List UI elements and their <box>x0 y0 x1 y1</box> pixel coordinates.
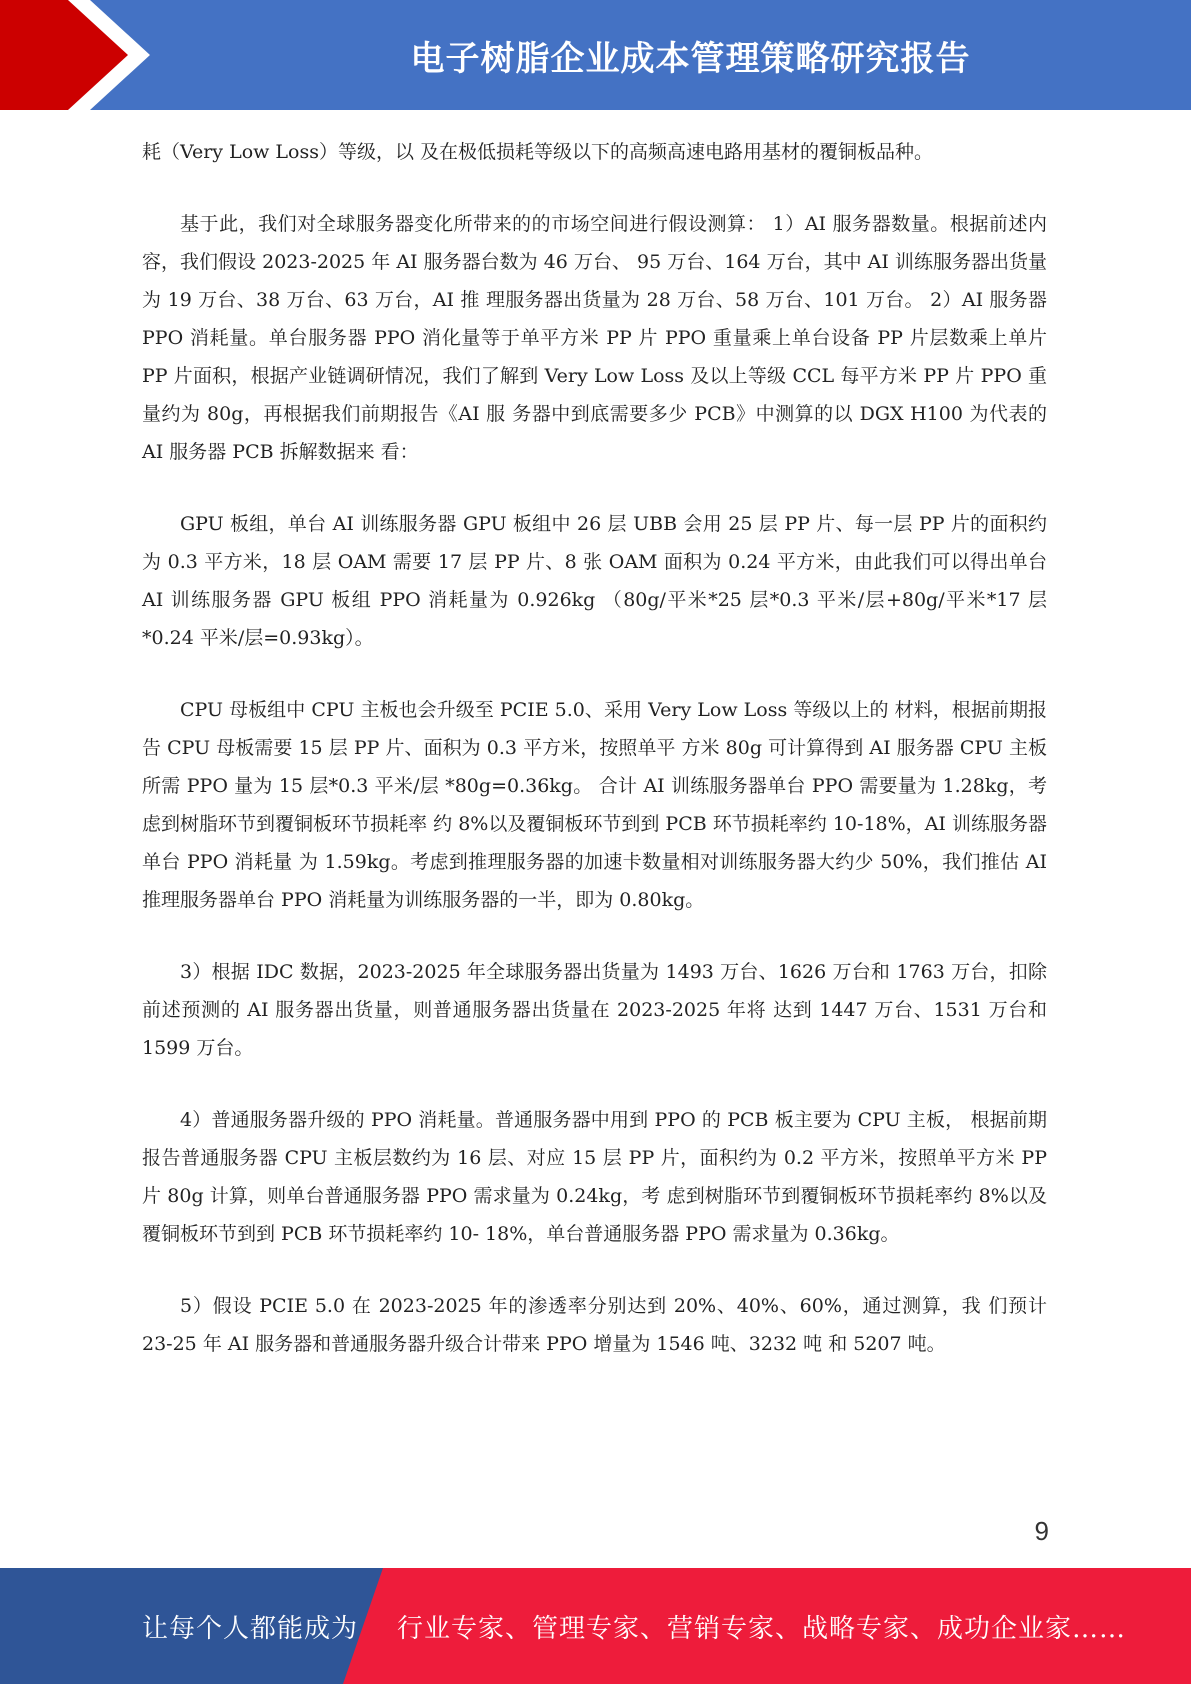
page-number: 9 <box>1034 1516 1049 1546</box>
page-header <box>0 0 1191 110</box>
footer-slogan-right: 行业专家、管理专家、营销专家、战略专家、成功企业家…… <box>397 1613 1127 1644</box>
paragraph-pcie-penetration: 5）假设 PCIE 5.0 在 2023-2025 年的渗透率分别达到 20%、40%、60%，通过测算，我 们预计 23-25 年 AI 服务器和普通服务器升级合计带来 PPO 增量为 1546 吨、3232 吨 和 5207 吨。 <box>142 1295 1047 1355</box>
paragraph-market-assumption: 基于此，我们对全球服务器变化所带来的的市场空间进行假设测算： 1）AI 服务器数量。根据前述内容，我们假设 2023-2025 年 AI 服务器台数为 46 万台、 95 万台、164 万台，其中 AI 训练服务器出货量为 19 万台、38 万台、63 万台，AI 推 理服务器出货量为 28 万台、58 万台、101 万台。 2）AI 服务器 PPO 消耗量。单台服务器 PPO 消化量等于单平方米 PP 片 PPO 重量乘上单台设备 PP 片层数乘上单片 PP 片面积，根据产业链调研情况，我们了解到 Very Low Loss 及以上等级 CCL 每平方米 PP 片 PPO 重量约为 80g，再根据我们前期报告《AI 服 务器中到底需要多少 PCB》中测算的以 DGX H100 为代表的 AI 服务器 PCB 拆解数据来 看： <box>142 213 1047 463</box>
paragraph-gpu-board: GPU 板组，单台 AI 训练服务器 GPU 板组中 26 层 UBB 会用 25 层 PP 片、每一层 PP 片的面积约为 0.3 平方米，18 层 OAM 需要 17 层 PP 片、8 张 OAM 面积为 0.24 平方米，由此我们可以得出单台 AI 训练服务器 GPU 板组 PPO 消耗量为 0.926kg （80g/平米*25 层*0.3 平米/层+80g/平米*17 层*0.24 平米/层=0.93kg）。 <box>142 513 1047 649</box>
paragraph-cpu-board: CPU 母板组中 CPU 主板也会升级至 PCIE 5.0、采用 Very Low Loss 等级以上的 材料，根据前期报告 CPU 母板需要 15 层 PP 片、面积为 0.3 平方米，按照单平 方米 80g 可计算得到 AI 服务器 CPU 主板所需 PPO 量为 15 层*0.3 平米/层 *80g=0.36kg。 合计 AI 训练服务器单台 PPO 需要量为 1.28kg，考虑到树脂环节到覆铜板环节损耗率 约 8%以及覆铜板环节到到 PCB 环节损耗率约 10-18%，AI 训练服务器单台 PPO 消耗量 为 1.59kg。考虑到推理服务器的加速卡数量相对训练服务器大约少 50%，我们推估 AI 推理服务器单台 PPO 消耗量为训练服务器的一半，即为 0.80kg。 <box>142 699 1047 911</box>
paragraph-continuation: 耗（Very Low Loss）等级，以 及在极低损耗等级以下的高频高速电路用基材的覆铜板品种。 <box>142 141 934 163</box>
footer-slogan-left: 让每个人都能成为 <box>142 1613 359 1644</box>
paragraph-idc-data: 3）根据 IDC 数据，2023-2025 年全球服务器出货量为 1493 万台、1626 万台和 1763 万台，扣除前述预测的 AI 服务器出货量，则普通服务器出货量在 2023-2025 年将 达到 1447 万台、1531 万台和 1599 万台。 <box>142 961 1047 1059</box>
page-footer <box>0 1568 1191 1684</box>
paragraph-general-server: 4）普通服务器升级的 PPO 消耗量。普通服务器中用到 PPO 的 PCB 板主要为 CPU 主板， 根据前期报告普通服务器 CPU 主板层数约为 16 层、对应 15 层 PP 片，面积约为 0.2 平方米，按照单平方米 PP 片 80g 计算，则单台普通服务器 PPO 需求量为 0.24kg，考 虑到树脂环节到覆铜板环节损耗率约 8%以及覆铜板环节到到 PCB 环节损耗率约 10- 18%，单台普通服务器 PPO 需求量为 0.36kg。 <box>142 1109 1047 1245</box>
report-body <box>142 133 1047 1397</box>
report-title: 电子树脂企业成本管理策略研究报告 <box>410 38 971 79</box>
